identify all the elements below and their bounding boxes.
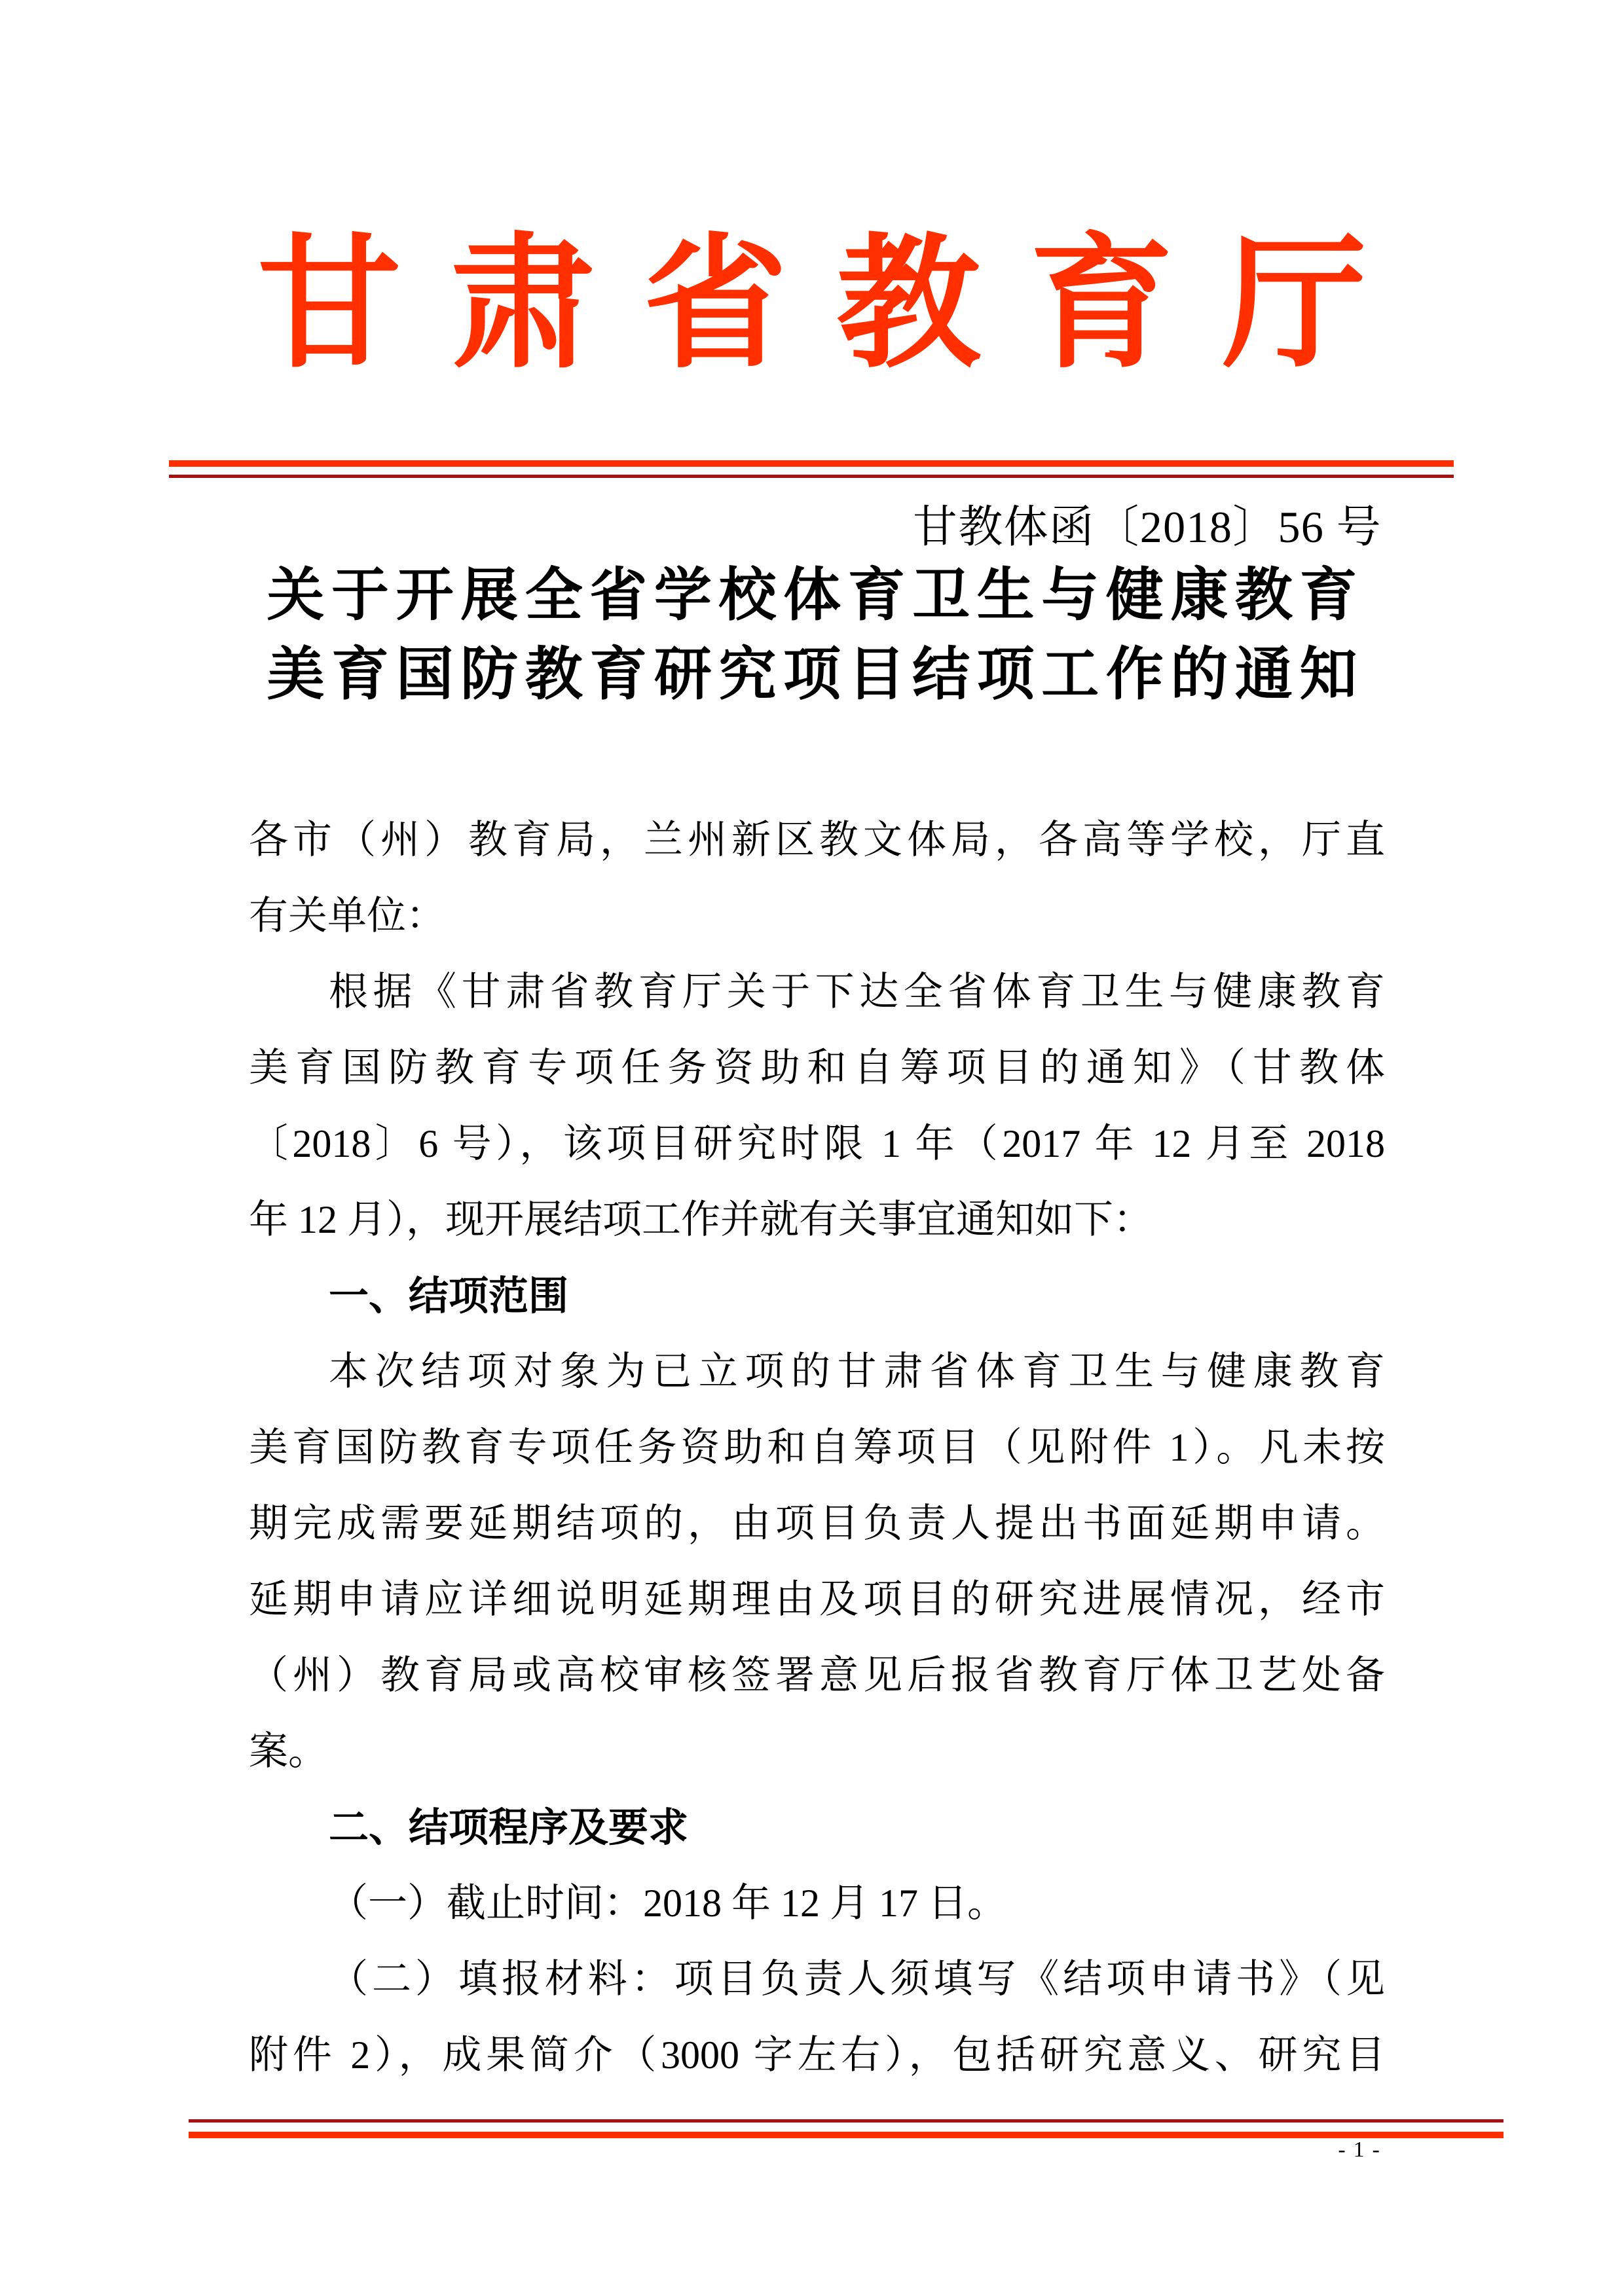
body-line: 美育国防教育专项任务资助和自筹项目的通知》（甘教体 [249, 1046, 1385, 1089]
body-line: 有关单位： [249, 894, 445, 938]
body-line: 案。 [249, 1730, 327, 1773]
document-number: 甘教体函〔2018〕56 号 [912, 502, 1382, 552]
body-line: （二）填报材料：项目负责人须填写《结项申请书》（见 [329, 1958, 1385, 2001]
title-line-1: 关于开展全省学校体育卫生与健康教育 [267, 564, 1365, 628]
footer-rule-thin [189, 2119, 1504, 2123]
body-line: 各市（州）教育局，兰州新区教文体局，各高等学校，厅直 [249, 818, 1385, 862]
agency-masthead: 甘肃省教育厅 [257, 225, 1416, 385]
body-line: （州）教育局或高校审核签署意见后报省教育厅体卫艺处备 [249, 1654, 1385, 1697]
body-line: 附件 2），成果简介（3000 字左右），包括研究意义、研究目 [249, 2033, 1385, 2077]
title-line-2: 美育国防教育研究项目结项工作的通知 [267, 644, 1365, 707]
page-number: - 1 - [1338, 2138, 1381, 2162]
body-line: 延期申请应详细说明延期理由及项目的研究进展情况，经市 [249, 1578, 1385, 1621]
body-line: 〔2018〕6 号），该项目研究时限 1 年（2017 年 12 月至 2018 [249, 1122, 1385, 1165]
body-line: 一、结项范围 [329, 1273, 569, 1318]
body-line: 本次结项对象为已立项的甘肃省体育卫生与健康教育 [329, 1350, 1385, 1393]
body-line: （一）截止时间：2018 年 12 月 17 日。 [329, 1882, 1006, 1925]
document-title [0, 556, 1624, 715]
body [249, 802, 1385, 2093]
header-rule-thin [169, 475, 1454, 478]
body-line: 美育国防教育专项任务资助和自筹项目（见附件 1）。凡未按 [249, 1426, 1385, 1469]
header-rule-thick [169, 460, 1454, 467]
body-line: 根据《甘肃省教育厅关于下达全省体育卫生与健康教育 [329, 970, 1385, 1013]
body-line: 二、结项程序及要求 [329, 1805, 689, 1850]
body-line: 期完成需要延期结项的，由项目负责人提出书面延期申请。 [249, 1502, 1385, 1545]
body-line: 年 12 月），现开展结项工作并就有关事宜通知如下： [249, 1198, 1153, 1241]
